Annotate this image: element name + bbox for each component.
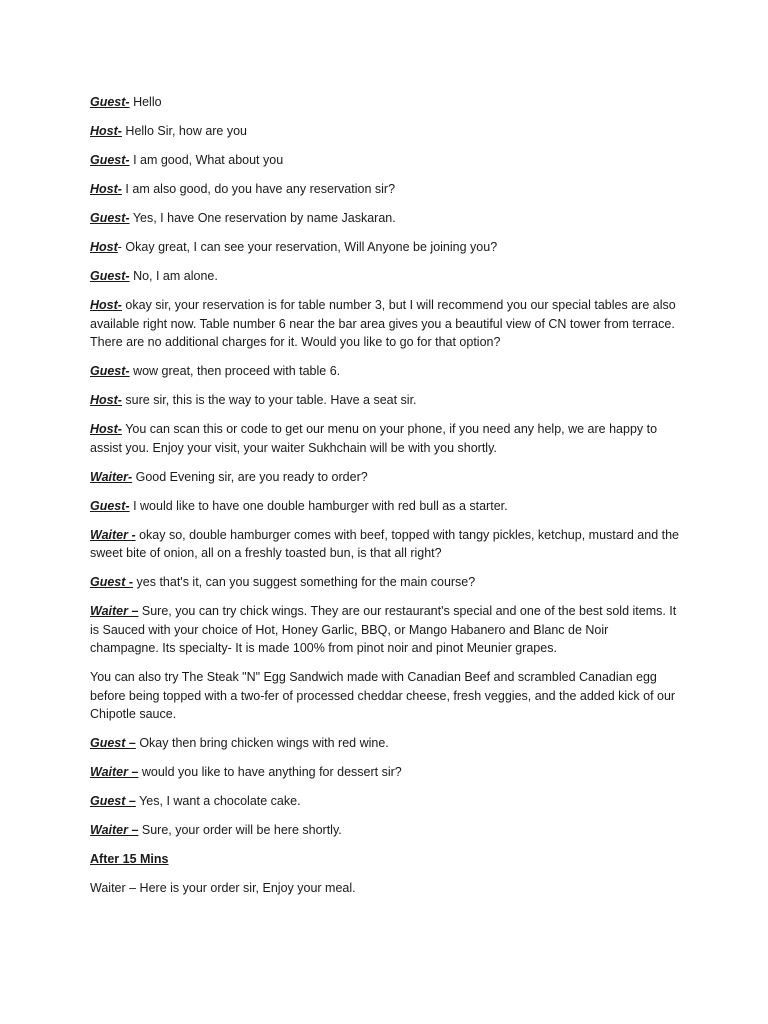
dialogue-line-21 [90, 821, 680, 840]
line-text: No, I am alone. [129, 269, 218, 283]
dialogue-line-6 [90, 238, 680, 257]
line-text: You can scan this or code to get our menu on your phone, if you need any help, we are happy to assist you. Enjoy your visit, your waiter Sukhchain will be with you shortly. [90, 422, 658, 455]
dialogue-line-4 [90, 180, 680, 199]
speaker-label: Host- [90, 124, 122, 138]
dialogue-line-7 [90, 267, 680, 286]
line-text: okay sir, your reservation is for table number 3, but I will recommend you our special tables are also available right now. Table number 6 near the bar area gives you a beautiful view of CN tower from terrace. There are no additional charges for it. Would you like to go for that option? [90, 298, 676, 349]
line-text: wow great, then proceed with table 6. [129, 364, 341, 378]
document-page [90, 93, 680, 908]
dialogue-line-12 [90, 468, 680, 487]
speaker-label: Waiter – [90, 765, 139, 779]
speaker-label: Guest- [90, 95, 130, 109]
line-text: Yes, I want a chocolate cake. [135, 794, 301, 808]
dialogue-line-17 [90, 668, 680, 724]
closing-line: Waiter – Here is your order sir, Enjoy your meal. [90, 881, 356, 895]
line-text: yes that's it, can you suggest something for the main course? [133, 575, 476, 589]
dialogue-line-8 [90, 296, 680, 352]
speaker-label: Guest- [90, 153, 130, 167]
section-heading: After 15 Mins [90, 852, 169, 866]
dialogue-line-11 [90, 420, 680, 457]
dialogue-line-2 [90, 122, 680, 141]
dialogue-line-15 [90, 573, 680, 592]
speaker-label: Guest- [90, 498, 130, 513]
line-text: You can also try The Steak "N" Egg Sandwich made with Canadian Beef and scrambled Canadian egg before being topped with a two-fer of processed cheddar cheese, fresh veggies, and the added kick of our Chipotle sauce. [90, 670, 676, 721]
speaker-label: Host- [90, 182, 122, 196]
line-text: I am also good, do you have any reservation sir? [121, 182, 396, 196]
speaker-label: Waiter – [90, 823, 139, 837]
line-text: Hello Sir, how are you [121, 124, 248, 138]
speaker-label: Guest - [90, 575, 134, 589]
line-text: Sure, you can try chick wings. They are our restaurant's special and one of the best sold items. It is Sauced with your choice of Hot, Honey Garlic, BBQ, or Mango Habanero and Blanc de Noir champagne. Its specialty- It is made 100% from pinot noir and pinot Meunier grapes. [90, 604, 677, 655]
speaker-label: Guest – [90, 794, 136, 808]
speaker-label: Waiter - [90, 527, 136, 542]
line-text: Yes, I have One reservation by name Jaskaran. [129, 211, 396, 225]
line-text: I would like to have one double hamburger with red bull as a starter. [129, 498, 508, 513]
dialogue-line-20 [90, 792, 680, 811]
speaker-label: Host [90, 240, 118, 254]
speaker-label: Host- [90, 393, 122, 407]
line-text: - Okay great, I can see your reservation, Will Anyone be joining you? [117, 240, 498, 254]
dialogue-line-1 [90, 93, 680, 112]
dialogue-line-10 [90, 391, 680, 410]
speaker-label: Guest- [90, 269, 130, 283]
line-text: Sure, your order will be here shortly. [138, 823, 342, 837]
speaker-label: Guest- [90, 211, 130, 225]
dialogue-line-9 [90, 362, 680, 381]
line-text: Good Evening sir, are you ready to order? [132, 469, 368, 484]
speaker-label: Guest- [90, 364, 130, 378]
line-text: Hello [129, 95, 162, 109]
line-text: Okay then bring chicken wings with red wine. [135, 736, 389, 750]
dialogue-line-3 [90, 151, 680, 170]
speaker-label: Host- [90, 422, 122, 436]
line-text: would you like to have anything for dessert sir? [138, 765, 402, 779]
dialogue-line-5 [90, 209, 680, 228]
line-text: sure sir, this is the way to your table. Have a seat sir. [121, 393, 417, 407]
dialogue-line-16 [90, 602, 680, 658]
speaker-label: Waiter – [90, 604, 139, 618]
speaker-label: Guest – [90, 736, 136, 750]
dialogue-line-13 [90, 497, 680, 516]
dialogue-line-18 [90, 734, 680, 753]
dialogue-line-14 [90, 526, 680, 563]
speaker-label: Host- [90, 298, 122, 312]
speaker-label: Waiter- [90, 469, 133, 484]
dialogue-line-19 [90, 763, 680, 782]
line-text: I am good, What about you [129, 153, 284, 167]
line-text: okay so, double hamburger comes with beef, topped with tangy pickles, ketchup, mustard and the sweet bite of onion, all on a freshly toasted bun, is that all right? [90, 527, 679, 560]
